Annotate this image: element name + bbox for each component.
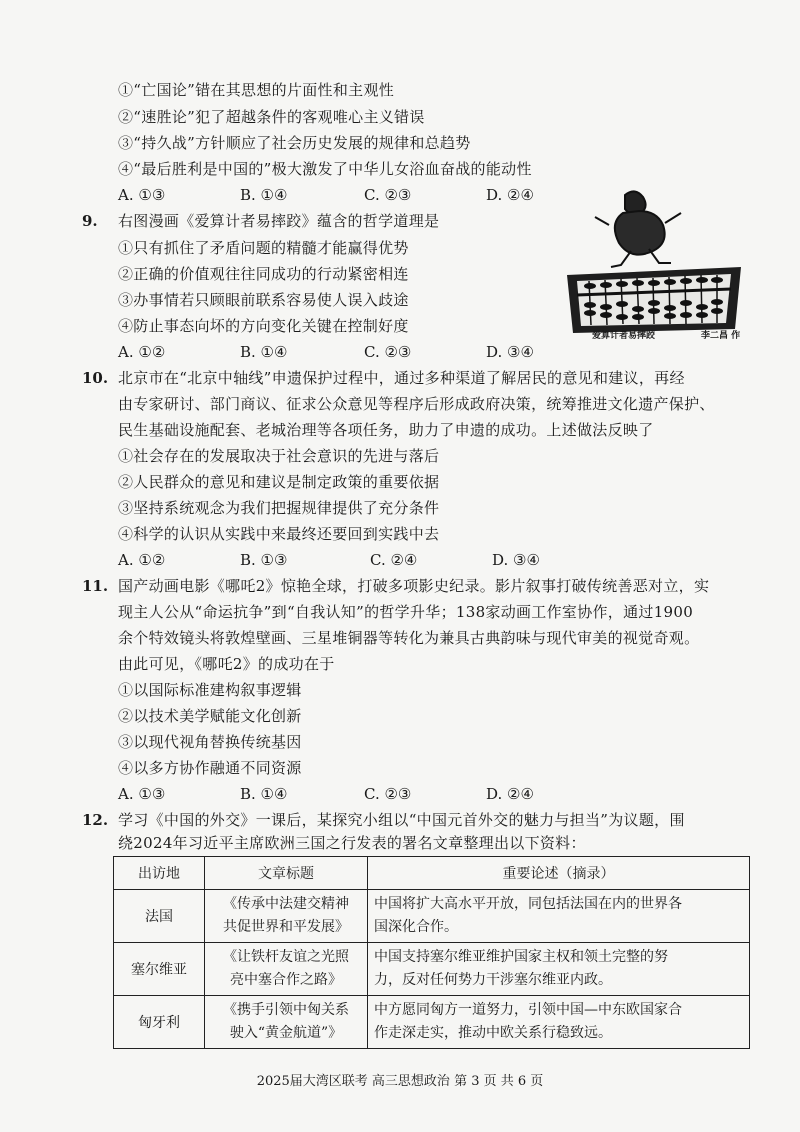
table-cell-title: [205, 996, 368, 1049]
cartoon-author: 李二昌 作: [701, 331, 741, 341]
table-cell-title: [205, 890, 368, 943]
q9-statement-2: ②正确的价值观往往同成功的行动紧密相连: [118, 265, 409, 283]
table-cell-title: [205, 943, 368, 996]
q9-option-b[interactable]: B. ①④: [240, 343, 288, 361]
q8-option-b[interactable]: B. ①④: [240, 186, 288, 204]
q11-option-c[interactable]: C. ②③: [364, 785, 412, 803]
q12-source-table: [113, 856, 750, 1049]
cartoon-image: [565, 183, 743, 343]
q10-option-d[interactable]: D. ③④: [492, 551, 540, 569]
q8-statement-2: ②“速胜论”犯了超越条件的客观唯心主义错误: [118, 108, 425, 126]
excerpt-line-1: 中国支持塞尔维亚维护国家主权和领土完整的努: [374, 949, 668, 965]
abacus-cartoon-illustration: [565, 183, 743, 343]
q10-statement-4: ④科学的认识从实践中来最终还要回到实践中去: [118, 525, 440, 543]
excerpt-line-2: 力，反对任何势力干涉塞尔维亚内政。: [374, 972, 612, 988]
q10-stem-line-3: 民生基础设施配套、老城治理等各项任务，助力了申遗的成功。上述做法反映了: [118, 421, 654, 439]
q8-option-d[interactable]: D. ②④: [486, 186, 534, 204]
table-header-title: 文章标题: [205, 857, 368, 890]
q10-option-c[interactable]: C. ②④: [370, 551, 418, 569]
q11-option-a[interactable]: A. ①③: [118, 785, 166, 803]
q11-statement-2: ②以技术美学赋能文化创新: [118, 707, 302, 725]
table-row: [114, 996, 750, 1049]
q11-stem-line-2: 现主人公从“命运抗争”到“自我认知”的哲学升华；138家动画工作室协作，通过1900: [118, 603, 694, 621]
q10-stem-line-1: 北京市在“北京中轴线”申遗保护过程中，通过多种渠道了解居民的意见和建议，再经: [118, 369, 685, 387]
q8-option-c[interactable]: C. ②③: [364, 186, 412, 204]
q10-stem-line-2: 由专家研讨、部门商议、征求公众意见等程序后形成政府决策，统筹推进文化遗产保护、: [118, 395, 715, 413]
table-cell-excerpt: [368, 943, 750, 996]
title-line-2: 亮中塞合作之路》: [230, 972, 342, 988]
table-cell-place: 塞尔维亚: [114, 943, 205, 996]
q9-option-a[interactable]: A. ①②: [118, 343, 166, 361]
q11-option-b[interactable]: B. ①④: [240, 785, 288, 803]
q9-option-d[interactable]: D. ③④: [486, 343, 534, 361]
excerpt-line-1: 中方愿同匈方一道努力，引领中国—中东欧国家合: [374, 1002, 682, 1018]
table-header-excerpt: 重要论述（摘录）: [368, 857, 750, 890]
q10-statement-3: ③坚持系统观念为我们把握规律提供了充分条件: [118, 499, 440, 517]
table-header-place: 出访地: [114, 857, 205, 890]
q9-statement-4: ④防止事态向坏的方向变化关键在控制好度: [118, 317, 409, 335]
q9-statement-1: ①只有抓住了矛盾问题的精髓才能赢得优势: [118, 239, 409, 257]
table-row: [114, 943, 750, 996]
table-cell-excerpt: [368, 890, 750, 943]
q9-statement-3: ③办事情若只顾眼前联系容易使人误入歧途: [118, 291, 409, 309]
title-line-1: 《传承中法建交精神: [223, 896, 349, 912]
q8-option-a[interactable]: A. ①③: [118, 186, 166, 204]
cartoon-caption: 爱算计者易摔跤: [592, 331, 656, 341]
q11-statement-1: ①以国际标准建构叙事逻辑: [118, 681, 302, 699]
q10-option-b[interactable]: B. ①③: [240, 551, 288, 569]
q11-statement-3: ③以现代视角替换传统基因: [118, 733, 302, 751]
q11-statement-4: ④以多方协作融通不同资源: [118, 759, 302, 777]
q11-stem-line-4: 由此可见，《哪吒2》的成功在于: [118, 655, 335, 673]
excerpt-line-2: 国深化合作。: [374, 919, 458, 935]
q8-statement-3: ③“持久战”方针顺应了社会历史发展的规律和总趋势: [118, 134, 471, 152]
table-cell-excerpt: [368, 996, 750, 1049]
page-footer: 2025届大湾区联考 高三思想政治 第 3 页 共 6 页: [256, 1074, 544, 1089]
q11-stem-line-1: 国产动画电影《哪吒2》惊艳全球，打破多项影史纪录。影片叙事打破传统善恶对立，实: [118, 577, 710, 595]
q12-number: 12.: [82, 811, 109, 829]
q8-statement-4: ④“最后胜利是中国的”极大激发了中华儿女浴血奋战的能动性: [118, 160, 532, 178]
q11-stem-line-3: 余个特效镜头将敦煌壁画、三星堆铜器等转化为兼具古典韵味与现代审美的视觉奇观。: [118, 629, 700, 647]
q9-stem: 右图漫画《爱算计者易摔跤》蕴含的哲学道理是: [118, 212, 440, 230]
excerpt-line-2: 作走深走实，推动中欧关系行稳致远。: [374, 1025, 612, 1041]
q11-number: 11.: [82, 577, 109, 595]
title-line-1: 《让铁杆友谊之光照: [223, 949, 349, 965]
excerpt-line-1: 中国将扩大高水平开放，同包括法国在内的世界各: [374, 896, 682, 912]
q11-option-d[interactable]: D. ②④: [486, 785, 534, 803]
q10-number: 10.: [82, 369, 109, 387]
table-row: [114, 890, 750, 943]
q10-statement-1: ①社会存在的发展取决于社会意识的先进与落后: [118, 447, 440, 465]
q8-statement-1: ①“亡国论”错在其思想的片面性和主观性: [118, 81, 395, 99]
q12-stem-line-2: 绕2024年习近平主席欧洲三国之行发表的署名文章整理出以下资料：: [118, 834, 586, 852]
q10-statement-2: ②人民群众的意见和建议是制定政策的重要依据: [118, 473, 440, 491]
table-header-row: [114, 857, 750, 890]
q10-option-a[interactable]: A. ①②: [118, 551, 166, 569]
title-line-2: 共促世界和平发展》: [223, 919, 349, 935]
table-cell-place: 匈牙利: [114, 996, 205, 1049]
title-line-1: 《携手引领中匈关系: [223, 1002, 349, 1018]
q12-stem-line-1: 学习《中国的外交》一课后，某探究小组以“中国元首外交的魅力与担当”为议题，围: [118, 811, 685, 829]
q9-number: 9.: [82, 212, 98, 230]
title-line-2: 驶入“黄金航道”》: [229, 1025, 343, 1041]
table-cell-place: 法国: [114, 890, 205, 943]
q9-option-c[interactable]: C. ②③: [364, 343, 412, 361]
